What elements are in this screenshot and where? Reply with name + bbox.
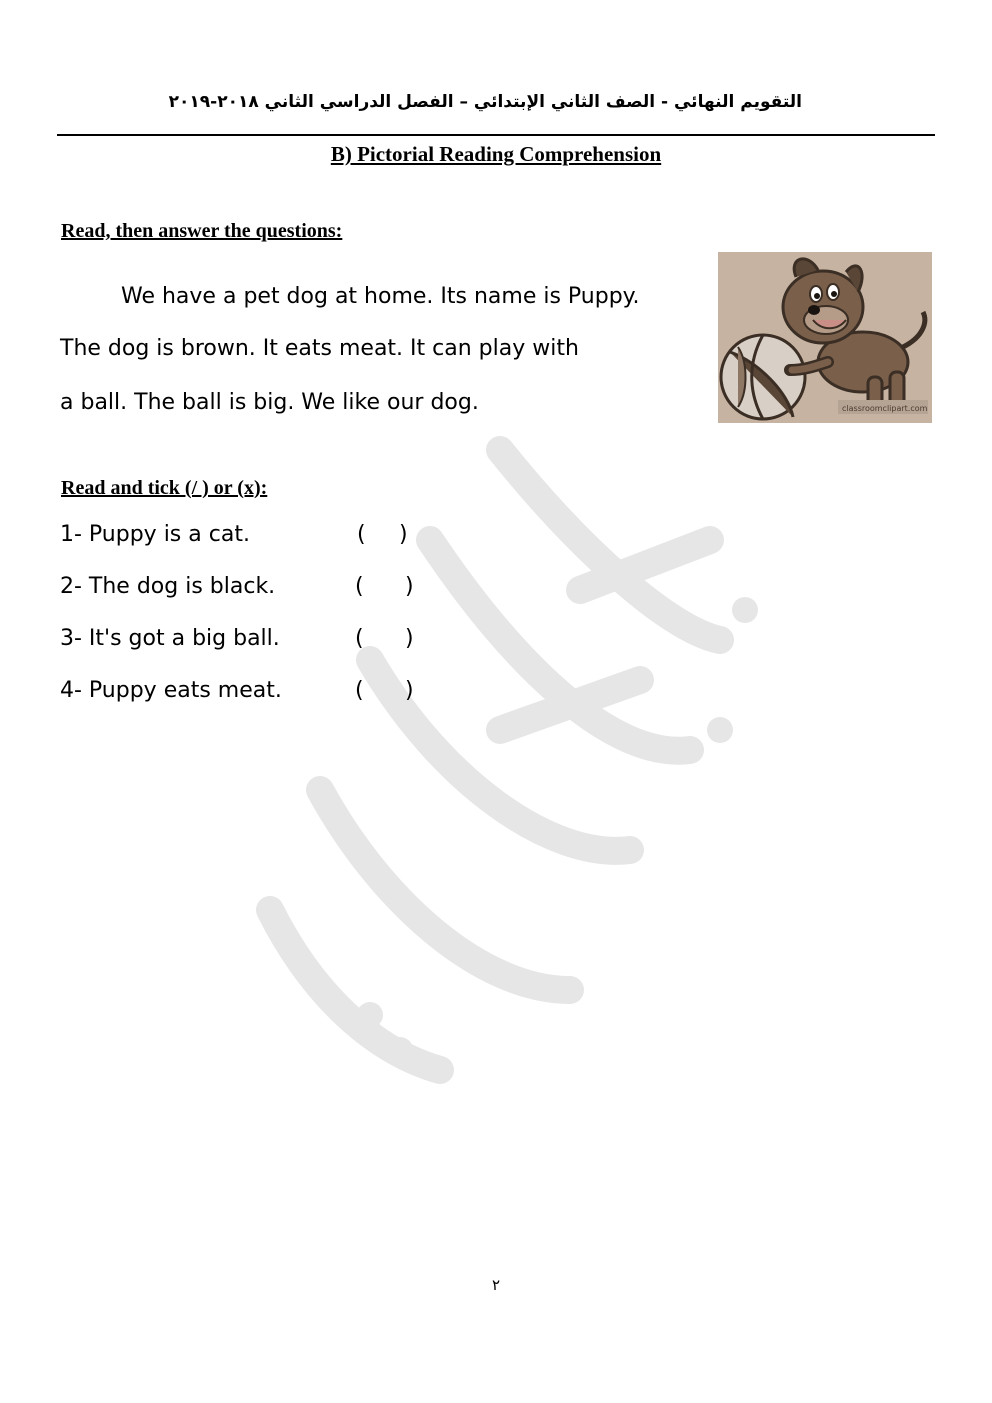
answer-open-paren-3[interactable]: ( — [355, 626, 364, 651]
puppy-with-ball-icon — [718, 252, 932, 423]
reading-instruction: Read, then answer the questions: — [61, 220, 343, 242]
calligraphy-watermark-icon — [250, 430, 810, 1090]
question-4: 4- Puppy eats meat. — [60, 678, 282, 703]
answer-open-paren-1[interactable]: ( — [357, 522, 366, 547]
puppy-picture — [718, 252, 932, 423]
tick-instruction: Read and tick (/ ) or (x): — [61, 477, 268, 499]
answer-close-paren-4[interactable]: ) — [405, 678, 414, 703]
exam-header-title: التقويم النهائي - الصف الثاني الإبتدائي – الفصل الدراسي الثاني ٢٠١٨-٢٠١٩ — [168, 92, 802, 112]
picture-caption: classroomclipart.com — [842, 404, 928, 413]
question-2: 2- The dog is black. — [60, 574, 276, 599]
answer-close-paren-2[interactable]: ) — [405, 574, 414, 599]
answer-open-paren-4[interactable]: ( — [355, 678, 364, 703]
answer-close-paren-1[interactable]: ) — [399, 522, 408, 547]
section-title: B) Pictorial Reading Comprehension — [330, 142, 662, 166]
answer-open-paren-2[interactable]: ( — [355, 574, 364, 599]
answer-close-paren-3[interactable]: ) — [405, 626, 414, 651]
passage-line-2: The dog is brown. It eats meat. It can play with — [60, 336, 579, 361]
question-3: 3- It's got a big ball. — [60, 626, 280, 651]
page-number: ٢ — [491, 1276, 501, 1294]
question-1: 1- Puppy is a cat. — [60, 522, 250, 547]
passage-line-3: a ball. The ball is big. We like our dog. — [60, 390, 479, 415]
passage-line-1: We have a pet dog at home. Its name is Puppy. — [121, 284, 640, 309]
header-divider — [57, 134, 935, 136]
